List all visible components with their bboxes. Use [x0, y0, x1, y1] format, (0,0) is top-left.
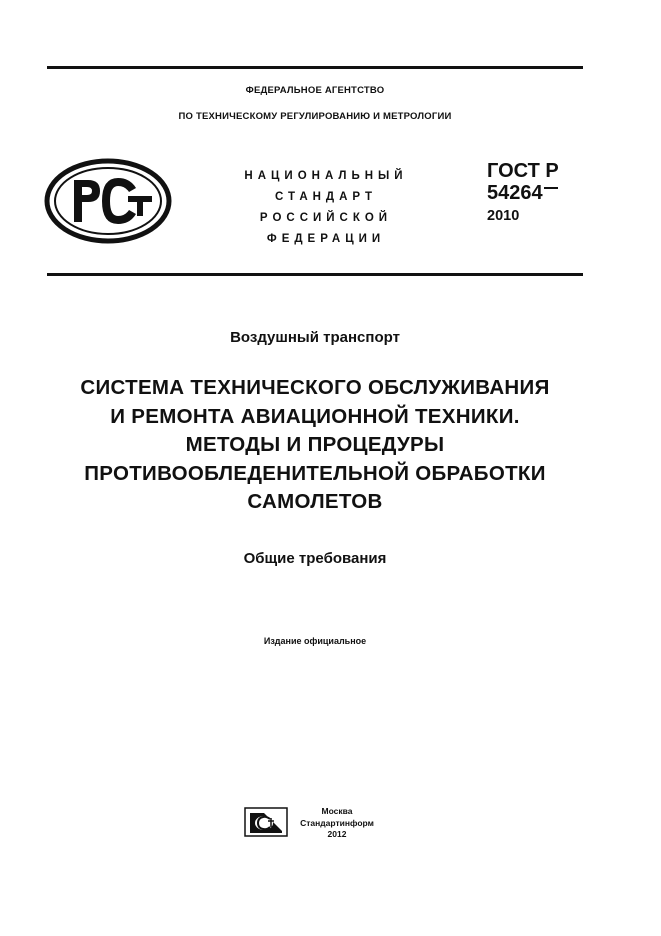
title-line-3: МЕТОДЫ И ПРОЦЕДУРЫ — [185, 433, 445, 456]
agency-name-line-2: ПО ТЕХНИЧЕСКОМУ РЕГУЛИРОВАНИЮ И МЕТРОЛОГИИ — [178, 111, 452, 122]
rst-certification-logo-icon — [44, 158, 172, 244]
gost-label: ГОСТ Р — [487, 160, 559, 182]
gost-designation — [487, 160, 587, 225]
gost-number: 54264 — [487, 182, 543, 204]
standard-line-3: РОССИЙСКОЙ — [259, 212, 393, 224]
publisher-block — [292, 806, 382, 841]
standard-line-1: НАЦИОНАЛЬНЫЙ — [244, 170, 408, 182]
title-line-4: ПРОТИВООБЛЕДЕНИТЕЛЬНОЙ ОБРАБОТКИ — [84, 461, 546, 485]
standard-line-4: ФЕДЕРАЦИИ — [266, 233, 386, 245]
gost-year: 2010 — [487, 208, 520, 224]
publisher-city: Москва — [321, 806, 353, 816]
edition-note: Издание официальное — [263, 636, 367, 646]
gost-number-row — [487, 182, 587, 204]
national-standard-label — [226, 166, 426, 250]
title-line-5: САМОЛЕТОВ — [247, 490, 383, 513]
title-line-1: СИСТЕМА ТЕХНИЧЕСКОГО ОБСЛУЖИВАНИЯ — [80, 376, 550, 399]
top-rule — [47, 66, 583, 69]
middle-rule — [47, 273, 583, 276]
standard-line-2: СТАНДАРТ — [275, 191, 377, 203]
document-subject: Воздушный транспорт — [230, 329, 400, 346]
title-line-2: И РЕМОНТА АВИАЦИОННОЙ ТЕХНИКИ. — [110, 404, 520, 428]
publisher-name: Стандартинформ — [300, 817, 374, 828]
agency-name-line-1: ФЕДЕРАЛЬНОЕ АГЕНТСТВО — [245, 85, 385, 96]
document-subtitle: Общие требования — [243, 550, 387, 567]
gost-dash — [544, 187, 558, 189]
publisher-year: 2012 — [327, 829, 347, 839]
document-title — [40, 374, 590, 517]
standartinform-logo-icon — [244, 807, 288, 837]
